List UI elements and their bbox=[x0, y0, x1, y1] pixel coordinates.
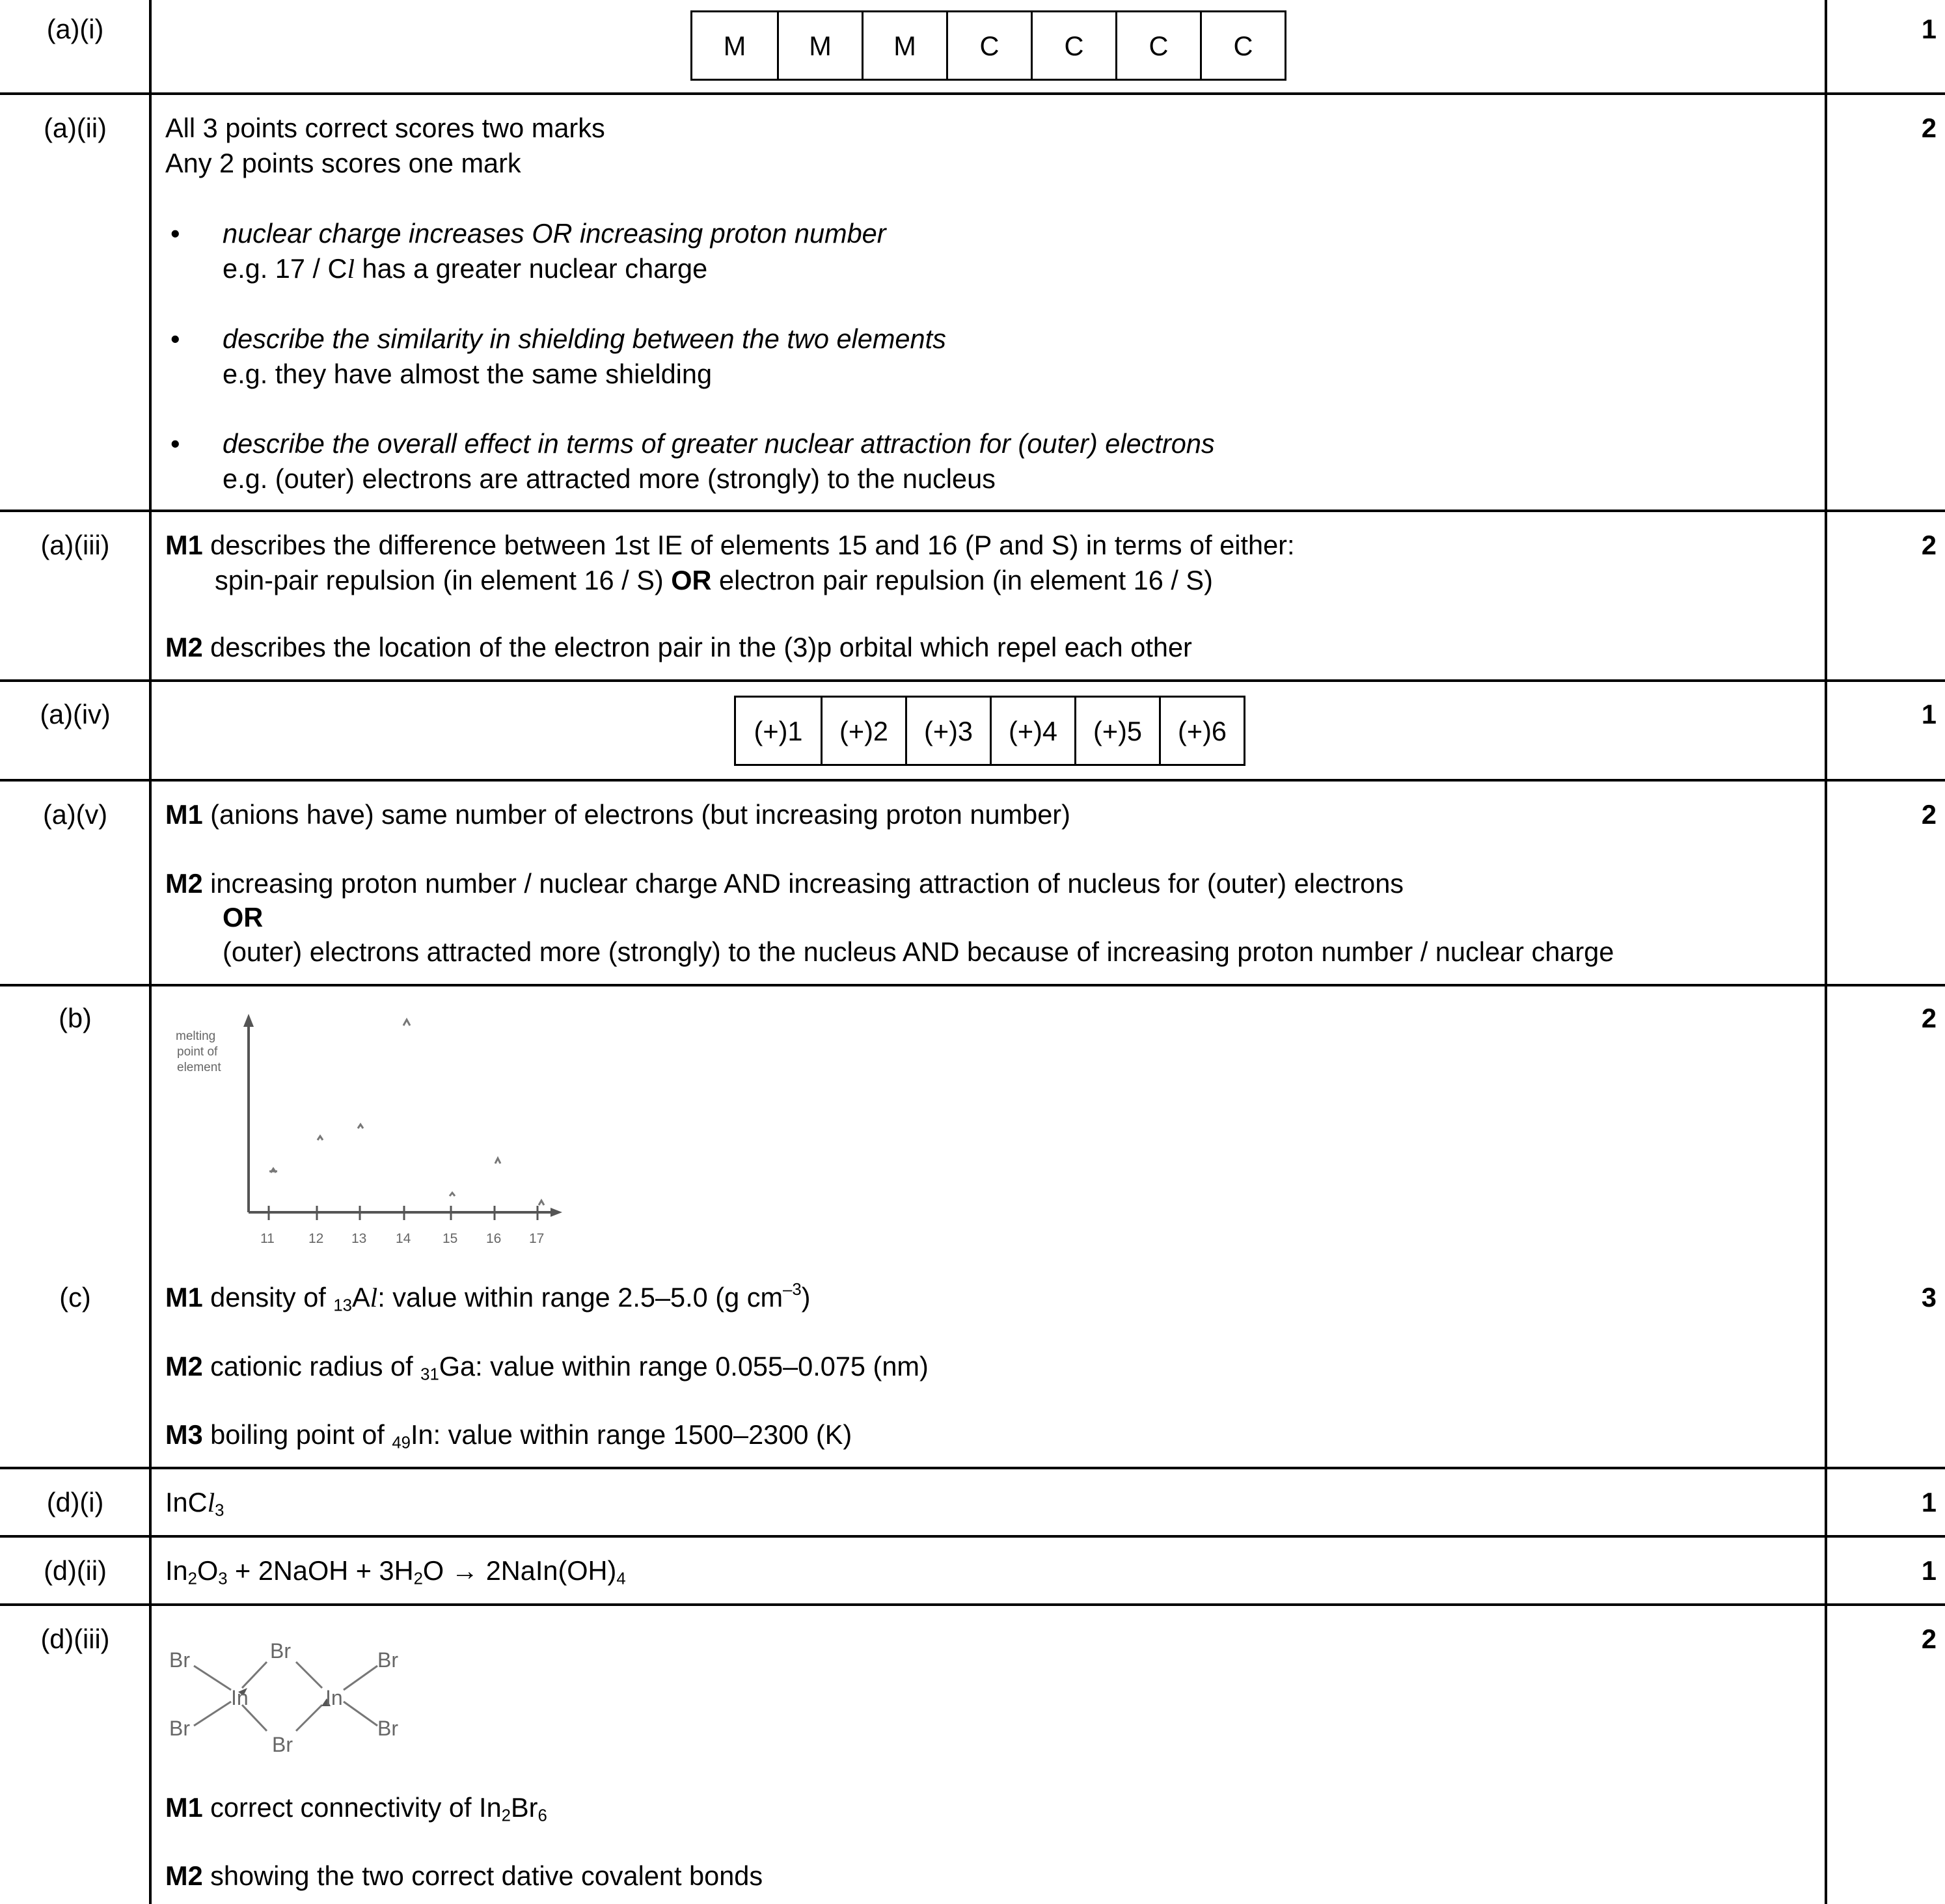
x-tick-label: 15 bbox=[442, 1231, 458, 1246]
row-divider bbox=[0, 92, 1945, 95]
melting-point-sketch-graph bbox=[163, 1001, 579, 1261]
marking-note: Any 2 points scores one mark bbox=[165, 148, 521, 178]
data-point bbox=[450, 1193, 455, 1196]
x-tick-label: 17 bbox=[529, 1231, 545, 1246]
atom-label: Br bbox=[377, 1717, 398, 1740]
marking-point-m1: M1 (anions have) same number of electrons (but increasing proton number) bbox=[165, 799, 1070, 830]
atom-label: Br bbox=[169, 1648, 190, 1672]
data-point bbox=[318, 1136, 323, 1140]
bullet-icon: • bbox=[170, 218, 180, 249]
question-label: (a)(ii) bbox=[44, 113, 107, 143]
row-divider bbox=[0, 1467, 1945, 1469]
marking-point-m2: M2 describes the location of the electron pair in the (3)p orbital which repel each other bbox=[165, 632, 1192, 662]
mark-value: 2 bbox=[1921, 1003, 1937, 1033]
mark-value: 2 bbox=[1921, 799, 1937, 830]
example-answer: e.g. they have almost the same shielding bbox=[223, 359, 713, 389]
answer-equation: $In_2O_3$ + 2NaOH + $3H_2O$ → $2NaIn(OH)_4$ bbox=[165, 1555, 626, 1588]
y-axis-arrow bbox=[243, 1014, 254, 1027]
x-tick-label: 13 bbox=[351, 1231, 367, 1246]
x-tick-label: 12 bbox=[308, 1231, 324, 1246]
answer-box: M bbox=[862, 12, 946, 79]
x-axis-arrow bbox=[551, 1208, 562, 1217]
mark-value: 3 bbox=[1921, 1282, 1937, 1312]
x-tick-label: 16 bbox=[486, 1231, 502, 1246]
example-answer: e.g. 17 / Cl has a greater nuclear charge bbox=[223, 253, 708, 284]
answer-box: M bbox=[777, 12, 862, 79]
marking-point-m1: M1 correct connectivity of $In_2Br_6$ bbox=[165, 1792, 547, 1825]
answer-box: (+)1 bbox=[754, 715, 803, 746]
question-label: (a)(iv) bbox=[40, 699, 111, 729]
data-point bbox=[358, 1124, 363, 1128]
column-divider-left bbox=[149, 0, 152, 1904]
answer-box: C bbox=[1200, 12, 1285, 79]
answer-box: M bbox=[723, 30, 746, 61]
marking-point-m1: M1 describes the difference between 1st IE of elements 15 and 16 (P and S) in terms of either: bbox=[165, 530, 1295, 560]
column-divider-right bbox=[1825, 0, 1827, 1904]
row-divider bbox=[0, 1603, 1945, 1606]
y-axis-label: melting bbox=[176, 1029, 216, 1043]
atom-label: Br bbox=[377, 1648, 398, 1672]
answer-box: (+)2 bbox=[821, 698, 905, 764]
bullet-icon: • bbox=[170, 428, 180, 459]
bullet-icon: • bbox=[170, 323, 180, 354]
answer-boxes bbox=[734, 696, 1245, 766]
mark-value: 2 bbox=[1921, 1624, 1937, 1654]
question-label: (a)(iii) bbox=[40, 530, 110, 560]
answer-box: (+)5 bbox=[1074, 698, 1159, 764]
marking-point-m2: M2 increasing proton number / nuclear charge AND increasing attraction of nucleus for (outer) electrons bbox=[165, 868, 1404, 899]
row-divider bbox=[0, 679, 1945, 682]
answer-box: C bbox=[946, 12, 1031, 79]
row-divider bbox=[0, 510, 1945, 512]
row-divider bbox=[0, 1535, 1945, 1538]
answer-formula: InCl$_3$ bbox=[165, 1487, 224, 1520]
mark-value: 2 bbox=[1921, 530, 1937, 560]
question-label: (a)(i) bbox=[46, 14, 104, 44]
mark-value: 2 bbox=[1921, 113, 1937, 143]
in2br6-dimer-structure bbox=[163, 1633, 423, 1763]
x-tick-label: 14 bbox=[396, 1231, 411, 1246]
data-point bbox=[495, 1158, 500, 1163]
marking-point-m3: M3 boiling point of $_{49}$In: value within range 1500–2300 (K) bbox=[165, 1419, 852, 1452]
x-tick-label: 11 bbox=[260, 1231, 275, 1246]
answer-boxes bbox=[690, 10, 1286, 81]
question-label: (b) bbox=[59, 1003, 92, 1033]
marking-note: All 3 points correct scores two marks bbox=[165, 113, 605, 143]
marking-point-m2: M2 cationic radius of $_{31}$Ga: value within range 0.055–0.075 (nm) bbox=[165, 1351, 929, 1384]
mark-value: 1 bbox=[1921, 1487, 1937, 1517]
marking-point-m1-detail: spin-pair repulsion (in element 16 / S) OR electron pair repulsion (in element 16 / S) bbox=[215, 565, 1213, 595]
mark-value: 1 bbox=[1921, 699, 1937, 729]
example-answer: e.g. (outer) electrons are attracted more (strongly) to the nucleus bbox=[223, 463, 996, 494]
answer-box: C bbox=[1031, 12, 1115, 79]
data-point bbox=[269, 1169, 277, 1173]
mark-value: 1 bbox=[1921, 14, 1937, 44]
row-divider bbox=[0, 984, 1945, 986]
or-label: OR bbox=[223, 902, 264, 932]
question-label: (d)(ii) bbox=[44, 1555, 107, 1586]
question-label: (d)(iii) bbox=[40, 1624, 110, 1654]
marking-point-m2: M2 showing the two correct dative covalent bonds bbox=[165, 1860, 763, 1891]
mark-value: 1 bbox=[1921, 1555, 1937, 1586]
y-axis-label: point of bbox=[177, 1045, 218, 1059]
row-divider bbox=[0, 779, 1945, 782]
marking-point-m1: M1 density of $_{13}$Al: value within range 2.5–5.0 (g $cm^{-3}$) bbox=[165, 1281, 811, 1315]
question-label: (a)(v) bbox=[42, 799, 108, 830]
answer-box: (+)4 bbox=[990, 698, 1074, 764]
atom-label: Br bbox=[272, 1733, 293, 1756]
data-point bbox=[539, 1201, 544, 1205]
atom-label: In bbox=[231, 1686, 249, 1709]
answer-box: C bbox=[1115, 12, 1200, 79]
question-label: (d)(i) bbox=[46, 1487, 104, 1517]
data-crosses bbox=[269, 1020, 544, 1205]
data-point bbox=[403, 1020, 410, 1026]
y-axis-label: element bbox=[177, 1061, 221, 1074]
answer-box: (+)6 bbox=[1159, 698, 1244, 764]
atom-label: Br bbox=[270, 1639, 291, 1663]
atom-label: In bbox=[325, 1686, 343, 1709]
question-label: (c) bbox=[59, 1282, 91, 1312]
marking-point: nuclear charge increases OR increasing proton number bbox=[223, 218, 886, 249]
marking-point-m2-alt: (outer) electrons attracted more (strongly) to the nucleus AND because of increasing proton number / nuclear charge bbox=[223, 936, 1614, 967]
answer-box: (+)3 bbox=[905, 698, 990, 764]
marking-point: describe the overall effect in terms of greater nuclear attraction for (outer) electrons bbox=[223, 428, 1215, 459]
marking-point: describe the similarity in shielding between the two elements bbox=[223, 323, 946, 354]
atom-label: Br bbox=[169, 1717, 190, 1740]
